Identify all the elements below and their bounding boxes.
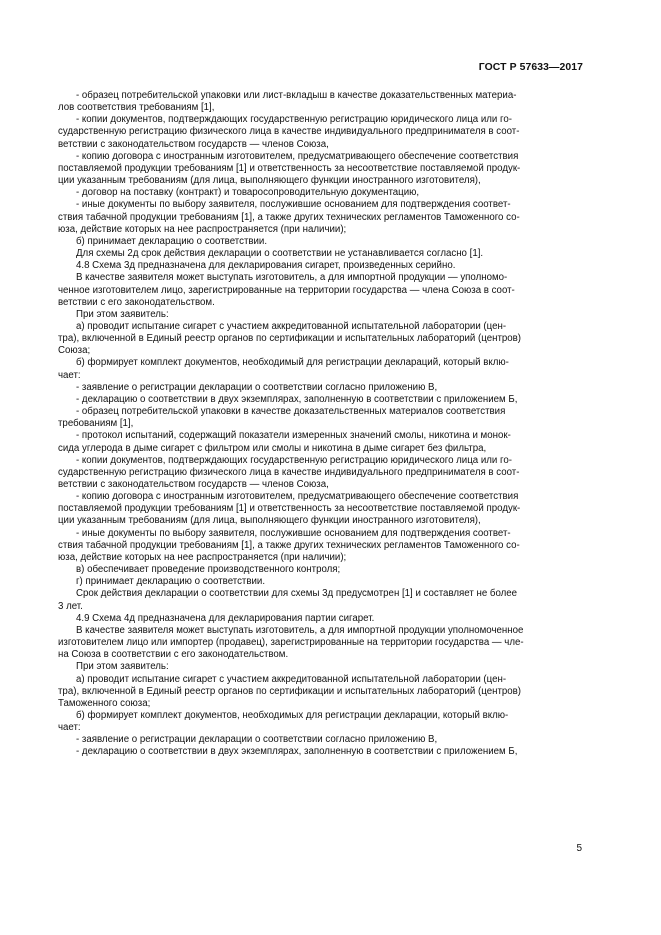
paragraph: В качестве заявителя может выступать изготовитель, а для импортной продукции уполномоченное изготовителем лицо или импортер (продавец), зарегистрированные на территории государства — чле- на Союза в соответствии с его законодательством.: [58, 624, 524, 661]
paragraph: - копии документов, подтверждающих государственную регистрацию юридического лица или го- сударственную регистрацию физического лица в качестве индивидуального предпринимателя в соот- ветствии с законодательством государств — членов Союза,: [58, 454, 520, 490]
paragraph: а) проводит испытание сигарет с участием аккредитованной испытательной лаборатории (цен- тра), включенной в Единый реестр органов по сертификации и испытательных лабораторий (центров) Таможенного союза;: [58, 673, 522, 709]
paragraph: В качестве заявителя может выступать изготовитель, а для импортной продукции — уполномо- ченное изготовителем лицо, зарегистрированные на территории государства — члена Союза в соот- ветствии с его законодательством.: [58, 272, 515, 308]
paragraph: - иные документы по выбору заявителя, послужившие основанием для подтверждения соответ- ствия табачной продукции требованиям [1], а также других технических регламентов Таможенного со- юза, действие которых на нее распространяется (при наличии);: [58, 527, 520, 563]
page-number: 5: [576, 843, 582, 854]
paragraph: б) формирует комплект документов, необходимых для регистрации декларации, который вклю- чает:: [58, 709, 509, 734]
paragraph: При этом заявитель:: [76, 308, 169, 320]
paragraph: б) формирует комплект документов, необходимый для регистрации деклараций, который вклю- чает:: [58, 357, 509, 381]
paragraph: - договор на поставку (контракт) и товаросопроводительную документацию,: [76, 187, 420, 199]
document-standard-code: ГОСТ Р 57633—2017: [478, 62, 583, 73]
paragraph: - заявление о регистрации декларации о соответствии согласно приложению В,: [76, 734, 438, 746]
paragraph: - иные документы по выбору заявителя, послужившие основанием для подтверждения соответ- ствия табачной продукции требованиям [1], а также других технических регламентов Таможенного со- юза, действие которых на нее распространяется (при наличии);: [58, 199, 520, 235]
paragraph: в) обеспечивает проведение производственного контроля;: [76, 564, 341, 576]
paragraph: г) принимает декларацию о соответствии.: [76, 576, 266, 588]
paragraph: Для схемы 2д срок действия декларации о соответствии не устанавливается согласно [1].: [76, 248, 484, 260]
body-text: [58, 90, 584, 759]
paragraph: б) принимает декларацию о соответствии.: [76, 235, 268, 247]
section-heading-4-9: 4.9 Схема 4д предназначена для декларирования партии сигарет.: [76, 612, 375, 624]
paragraph: - копии документов, подтверждающих государственную регистрацию юридического лица или го- сударственную регистрацию физического лица в качестве индивидуального предпринимателя в соот- ветствии с законодательством государств — членов Союза,: [58, 114, 520, 150]
paragraph: - образец потребительской упаковки или лист-вкладыш в качестве доказательственных материа- лов соответствия требованиям [1],: [58, 90, 517, 114]
paragraph: Срок действия декларации о соответствии для схемы 3д предусмотрен [1] и составляет не более 3 лет.: [58, 588, 518, 612]
paragraph: - протокол испытаний, содержащий показатели измеренных значений смолы, никотина и монок- сида углерода в дыме сигарет с фильтром или смолы и никотина в дыме сигарет без фильтра,: [58, 430, 511, 454]
paragraph: - заявление о регистрации декларации о соответствии согласно приложению В,: [76, 381, 438, 393]
paragraph: а) проводит испытание сигарет с участием аккредитованной испытательной лаборатории (цен- тра), включенной в Единый реестр органов по сертификации и испытательных лабораторий (центров) Союза;: [58, 320, 522, 357]
paragraph: - копию договора с иностранным изготовителем, предусматривающего обеспечение соответствия поставляемой продукции требованиям [1] и ответственность за несоответствие поставляемой продук- ции указанным требованиям (для лица, выполняющего функции иностранного изготовителя),: [58, 150, 521, 187]
paragraph: - декларацию о соответствии в двух экземплярах, заполненную в соответствии с приложением Б,: [76, 746, 518, 758]
paragraph: - образец потребительской упаковки в качестве доказательственных материалов соответствия требованиям [1],: [58, 406, 506, 430]
paragraph: При этом заявитель:: [76, 661, 169, 673]
paragraph: - декларацию о соответствии в двух экземплярах, заполненную в соответствии с приложением Б,: [76, 393, 518, 405]
section-heading-4-8: 4.8 Схема 3д предназначена для декларирования сигарет, произведенных серийно.: [76, 260, 456, 272]
paragraph: - копию договора с иностранным изготовителем, предусматривающего обеспечение соответствия поставляемой продукции требованиям [1] и ответственность за несоответствие поставляемой продук- ции указанным требованиям (для лица, выполняющего функции иностранного изготовителя),: [58, 491, 521, 527]
